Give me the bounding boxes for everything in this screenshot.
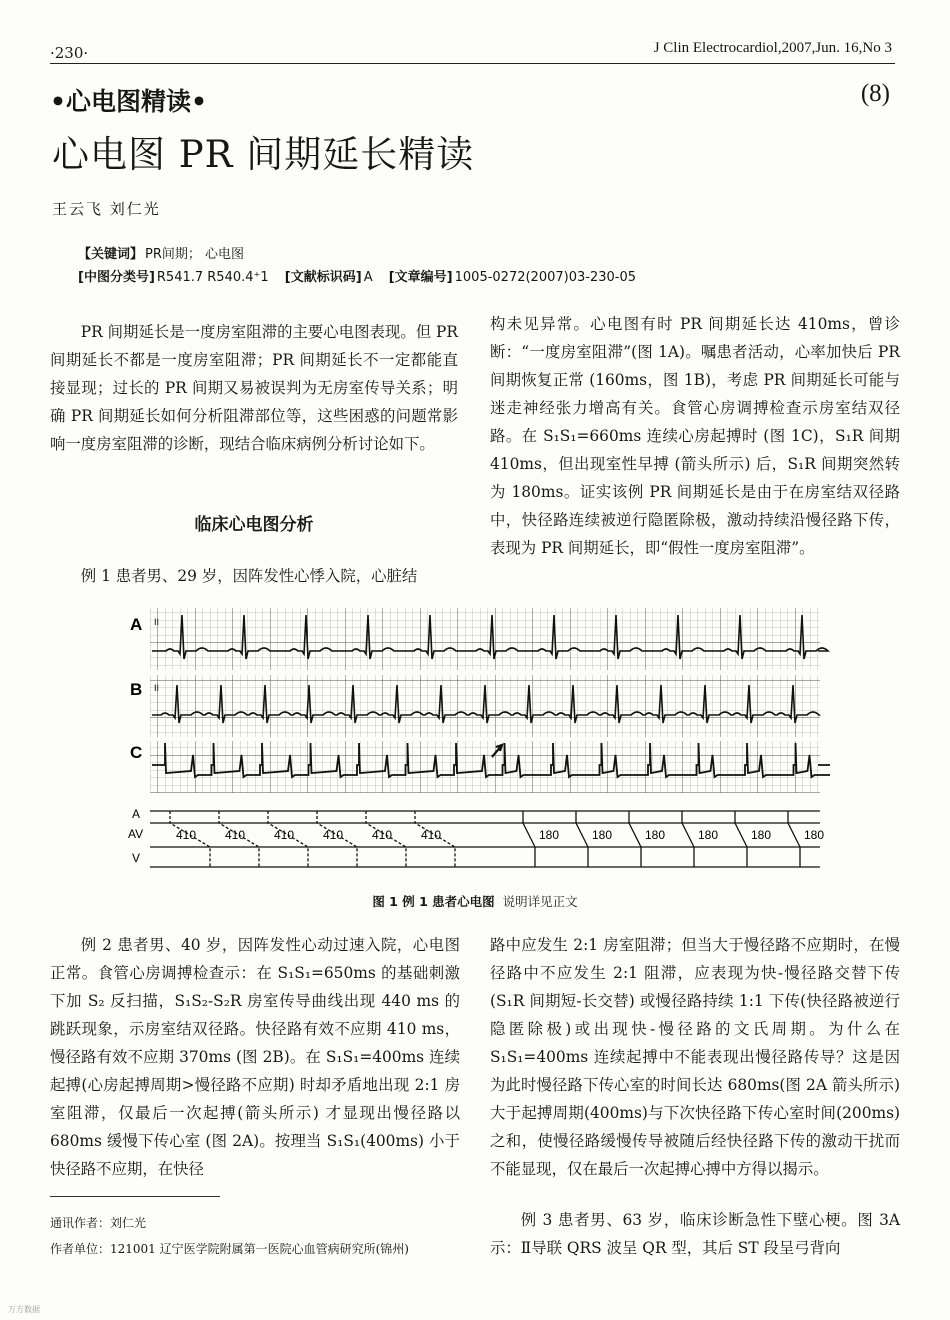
- ladder-diagram: [128, 807, 824, 867]
- footnote-correspondence: 通讯作者：刘仁光: [50, 1216, 147, 1230]
- av-interval-label: 410: [176, 828, 197, 842]
- strip-a: [130, 608, 828, 670]
- av-interval-label: 180: [698, 828, 719, 842]
- conduction-line: [788, 811, 800, 867]
- conduction-line: [682, 811, 694, 867]
- example1-start-text: 例 1 患者男、29 岁，因阵发性心悸入院，心脏结: [80, 567, 418, 585]
- intro-paragraph: [50, 318, 458, 458]
- header-rule: [50, 63, 895, 64]
- doc-value: A: [363, 270, 373, 285]
- example3-start-text: 例 3 患者男、63 岁，临床诊断急性下壁心梗。图 3A 示：Ⅱ导联 QRS 波呈 QR 型，其后 ST 段呈弓背向: [490, 1211, 900, 1257]
- example2-cont-text: 路中应发生 2:1 房室阻滞；但当大于慢径路不应期时，在慢径路中不应发生 2:1 阻滞，应表现为快-慢径路交替下传 (S₁R 间期短-长交替) 或慢径路持续 1:1 下传(快径路被逆行隐匿除极)或出现快-慢径路的文氏周期。为什么在 S₁S₁=400ms 连续起搏中不能表现出慢径路传导？这是因为此时慢径路下传心室的时间长达 680ms(图 2A 箭头所示)大于起搏周期(400ms)与下次快径路下传心室时间(200ms)之和，使慢径路缓慢传导被随后经快径路下传的激动干扰而不能显现，仅在最后一次起搏心搏中方得以揭示。: [490, 936, 900, 1178]
- article-title: 心电图 PR 间期延长精读: [52, 133, 475, 176]
- article-label: [文章编号]: [388, 270, 453, 285]
- strip-label-a: A: [130, 615, 143, 634]
- av-interval-label: 180: [645, 828, 666, 842]
- av-interval-label: 180: [804, 828, 825, 842]
- page-number: ·230·: [50, 44, 89, 62]
- classification-line: [78, 266, 636, 285]
- journal-citation: J Clin Electrocardiol,2007,Jun. 16,No 3: [653, 40, 892, 56]
- clc-label: [中图分类号]: [78, 270, 155, 285]
- watermark: 万方数据: [8, 1305, 40, 1314]
- caption-label: 图 1 例 1 患者心电图: [372, 894, 495, 909]
- section-heading: 临床心电图分析: [194, 515, 314, 535]
- keywords: [78, 243, 244, 262]
- av-interval-label: 410: [421, 828, 442, 842]
- strip-b: [130, 675, 820, 737]
- ladder-label-a: A: [132, 807, 141, 821]
- keywords-text: PR间期； 心电图: [145, 247, 245, 262]
- example3-start: [490, 1206, 900, 1262]
- av-interval-label: 410: [372, 828, 393, 842]
- av-interval-label: 410: [323, 828, 344, 842]
- intro-text: PR 间期延长是一度房室阻滞的主要心电图表现。但 PR 间期延长不都是一度房室阻滞；PR 间期延长不一定都能直接显现；过长的 PR 间期又易被误判为无房室传导关系；明确 PR 间期延长如何分析阻滞部位等，这些困惑的问题常影响一度房室阻滞的诊断，现结合临床病例分析讨论如下。: [50, 323, 458, 453]
- av-interval-label: 410: [274, 828, 295, 842]
- av-interval-label: 180: [751, 828, 772, 842]
- conduction-line: [576, 811, 588, 867]
- caption-text: 说明详见正文: [502, 894, 578, 909]
- clc-value: R541.7 R540.4⁺1: [156, 270, 269, 285]
- conduction-line: [629, 811, 641, 867]
- footnote-affiliation: 作者单位：121001 辽宁医学院附属第一医院心血管病研究所(锦州): [50, 1242, 409, 1256]
- strip-label-c: C: [130, 743, 143, 762]
- figure-caption: [0, 892, 950, 910]
- lead-label-a: II: [154, 617, 160, 627]
- keywords-label: 【关键词】: [78, 247, 144, 262]
- conduction-line: [735, 811, 747, 867]
- example1-start: [50, 562, 460, 590]
- doc-label: [文献标识码]: [284, 270, 362, 285]
- column-name: •心电图精读•: [50, 87, 207, 116]
- conduction-line: [523, 811, 535, 867]
- authors: 王云飞 刘仁光: [52, 200, 161, 218]
- article-value: 1005-0272(2007)03-230-05: [454, 270, 636, 285]
- example1-continued: [490, 310, 900, 562]
- example2-paragraph: [50, 931, 460, 1183]
- series-number: (8): [860, 80, 890, 107]
- ladder-label-av: AV: [128, 827, 144, 841]
- lead-label-b: II: [154, 683, 160, 693]
- example2-text: 例 2 患者男、40 岁，因阵发性心动过速入院，心电图正常。食管心房调搏检查示：在 S₁S₁=650ms 的基础刺激下加 S₂ 反扫描，S₁S₂-S₂R 房室传导曲线出现 440 ms 的跳跃现象，示房室结双径路。快径路有效不应期 410 ms，慢径路有效不应期 370ms (图 2B)。在 S₁S₁=400ms 连续起搏(心房起搏周期>慢径路不应期) 时却矛盾地出现 2:1 房室阻滞，仅最后一次起搏(箭头所示) 才显现出慢径路以 680ms 缓慢下传心室 (图 2A)。按理当 S₁S₁(400ms) 小于快径路不应期，在快径: [50, 936, 460, 1178]
- strip-label-b: B: [130, 680, 143, 699]
- ecg-figure: [120, 605, 830, 880]
- example1-cont-text: 构未见异常。心电图有时 PR 间期延长达 410ms，曾诊断：“一度房室阻滞”(图 1A)。嘱患者活动，心率加快后 PR 间期恢复正常 (160ms，图 1B)，考虑 PR 间期延长可能与迷走神经张力增高有关。食管心房调搏检查示房室结双径路。在 S₁S₁=660ms 连续心房起搏时 (图 1C)，S₁R 间期 410ms，但出现室性早搏 (箭头所示) 后，S₁R 间期突然转为 180ms。证实该例 PR 间期延长是由于在房室结双径路中，快径路连续被逆行隐匿除极，激动持续沿慢径路下传，表现为 PR 间期延长，即“假性一度房室阻滞”。: [490, 315, 900, 557]
- footnote-rule: [50, 1196, 220, 1197]
- av-interval-label: 180: [592, 828, 613, 842]
- av-interval-label: 410: [225, 828, 246, 842]
- strip-c: [130, 741, 830, 793]
- ladder-label-v: V: [132, 851, 141, 865]
- av-interval-label: 180: [539, 828, 560, 842]
- example2-continued: [490, 931, 900, 1183]
